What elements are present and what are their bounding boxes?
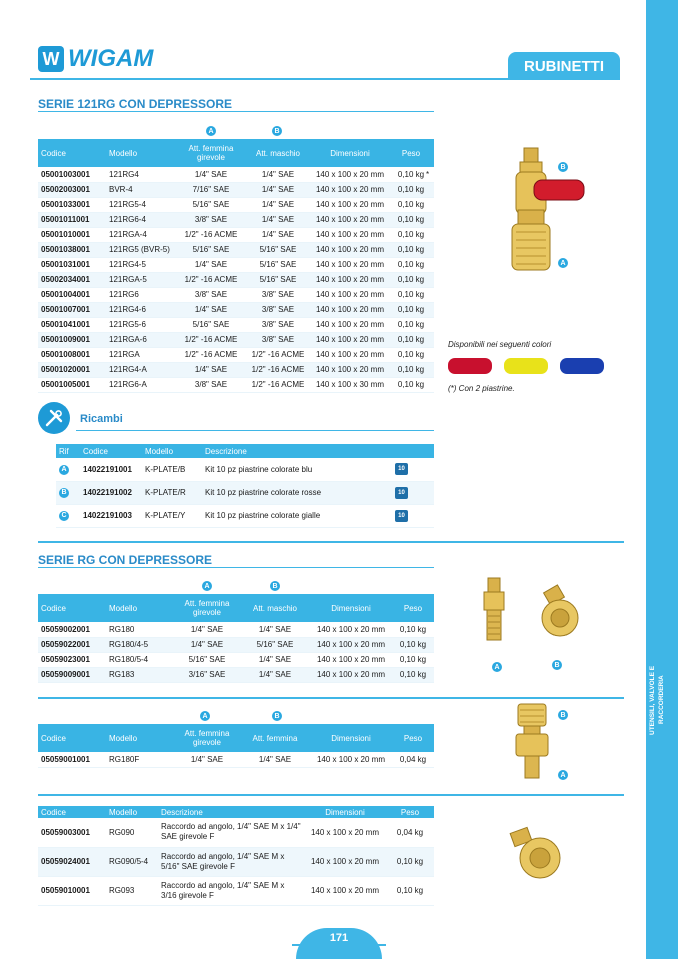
cell-codice: 05001005001 — [38, 377, 106, 392]
cell-att-femmina: 3/8" SAE — [178, 377, 244, 392]
cell-att-maschio: 1/4" SAE — [244, 212, 312, 227]
cell-peso: 0,10 kg — [386, 847, 434, 876]
cell-peso: 0,10 kg — [392, 637, 434, 652]
swatch-blue — [560, 358, 604, 374]
cell-dimensioni: 140 x 100 x 20 mm — [310, 622, 392, 637]
cell-qty — [392, 458, 434, 481]
cell-codice: 05001010001 — [38, 227, 106, 242]
cell-dimensioni: 140 x 100 x 20 mm — [312, 227, 388, 242]
table-row — [38, 197, 434, 212]
cell-codice: 05059002001 — [38, 622, 106, 637]
pack-of-10-icon: 10 — [395, 463, 408, 475]
ricambi-underline — [76, 430, 434, 431]
brand-logo — [38, 44, 153, 74]
cell-descrizione: Raccordo ad angolo, 1/4" SAE M x 5/16" SAE girevole F — [158, 847, 304, 876]
marker-b-icon: B — [270, 581, 280, 591]
table-row — [38, 302, 434, 317]
table-row — [38, 667, 434, 682]
table-row — [38, 332, 434, 347]
image3-marker-a-icon: A — [558, 770, 568, 780]
cell-codice: 05059003001 — [38, 818, 106, 847]
cell-att-femmina: 7/16" SAE — [178, 182, 244, 197]
cell-att-femmina: 1/2" -16 ACME — [178, 347, 244, 362]
cell-modello: K-PLATE/B — [142, 458, 202, 481]
cell-dimensioni: 140 x 100 x 20 mm — [304, 847, 386, 876]
cell-codice: 05001003001 — [38, 167, 106, 182]
col-codice: Codice — [80, 444, 142, 458]
cell-att-maschio: 5/16" SAE — [240, 637, 310, 652]
cell-descrizione: Raccordo ad angolo, 1/4" SAE M x 3/16 girevole F — [158, 876, 304, 905]
marker-a-icon: A — [202, 581, 212, 591]
cell-att-maschio: 1/4" SAE — [240, 752, 310, 767]
table-row — [38, 347, 434, 362]
cell-codice: 05001038001 — [38, 242, 106, 257]
cell-peso: 0,10 kg — [388, 302, 434, 317]
cell-peso: 0,10 kg — [388, 212, 434, 227]
swatch-yellow — [504, 358, 548, 374]
cell-att-femmina: 3/16" SAE — [174, 667, 240, 682]
section1-markers — [38, 126, 434, 138]
section-separator — [38, 794, 624, 796]
col-peso: Peso — [392, 724, 434, 752]
col-descrizione: Descrizione — [158, 806, 304, 818]
section2-underline — [38, 567, 434, 568]
ricambi-title: Ricambi — [80, 413, 123, 425]
cell-att-femmina: 5/16" SAE — [174, 652, 240, 667]
section2-markers — [38, 581, 434, 593]
col-modello: Modello — [106, 724, 174, 752]
cell-peso: 0,10 kg — [388, 182, 434, 197]
col-modello: Modello — [106, 594, 174, 622]
cell-att-maschio: 3/8" SAE — [244, 332, 312, 347]
cell-peso: 0,10 kg — [386, 876, 434, 905]
table-row — [38, 847, 434, 876]
cell-att-femmina: 1/2" -16 ACME — [178, 272, 244, 287]
cell-qty — [392, 504, 434, 527]
cell-codice: 05002034001 — [38, 272, 106, 287]
cell-dimensioni: 140 x 100 x 20 mm — [310, 667, 392, 682]
cell-att-maschio: 3/8" SAE — [244, 302, 312, 317]
col-descrizione: Descrizione — [202, 444, 392, 458]
table-row — [38, 377, 434, 392]
cell-modello: 121RG5 (BVR-5) — [106, 242, 178, 257]
cell-att-femmina: 1/2" -16 ACME — [178, 332, 244, 347]
section1-table — [38, 139, 434, 393]
cell-modello: 121RG5-4 — [106, 197, 178, 212]
header-divider — [30, 78, 508, 80]
cell-att-maschio: 1/4" SAE — [244, 227, 312, 242]
cell-dimensioni: 140 x 100 x 20 mm — [312, 257, 388, 272]
section3-table — [38, 724, 434, 768]
col-codice: Codice — [38, 139, 106, 167]
cell-peso: 0,10 kg — [392, 622, 434, 637]
col-att-femmina: Att. femmina girevole — [174, 724, 240, 752]
cell-peso: 0,10 kg — [388, 377, 434, 392]
cell-modello: RG180F — [106, 752, 174, 767]
cell-att-maschio: 1/4" SAE — [244, 182, 312, 197]
swatch-red — [448, 358, 492, 374]
cell-att-femmina: 1/4" SAE — [178, 362, 244, 377]
image2-marker-a-icon: A — [492, 662, 502, 672]
cell-modello: RG183 — [106, 667, 174, 682]
cell-peso: 0,10 kg — [388, 272, 434, 287]
cell-att-maschio: 1/2" -16 ACME — [244, 377, 312, 392]
cell-codice: 05001031001 — [38, 257, 106, 272]
cell-modello: 121RG5-6 — [106, 317, 178, 332]
category-badge: RUBINETTI — [508, 52, 620, 80]
cell-dimensioni: 140 x 100 x 20 mm — [310, 652, 392, 667]
table-row — [38, 272, 434, 287]
marker-b-icon: B — [272, 711, 282, 721]
cell-modello: 121RG6-A — [106, 377, 178, 392]
cell-modello: RG180/4-5 — [106, 637, 174, 652]
cell-dimensioni: 140 x 100 x 20 mm — [312, 182, 388, 197]
cell-qty — [392, 481, 434, 504]
page-number: 171 — [296, 928, 382, 959]
cell-descrizione: Kit 10 pz piastrine colorate blu — [202, 458, 392, 481]
cell-modello: K-PLATE/Y — [142, 504, 202, 527]
cell-descrizione: Kit 10 pz piastrine colorate gialle — [202, 504, 392, 527]
cell-peso: 0,10 kg — [388, 317, 434, 332]
table-row — [56, 504, 434, 527]
table-row — [38, 637, 434, 652]
cell-att-maschio: 1/4" SAE — [244, 167, 312, 182]
cell-modello: RG093 — [106, 876, 158, 905]
cell-modello: 121RG6 — [106, 287, 178, 302]
coupler-image — [510, 702, 554, 782]
cell-modello: BVR-4 — [106, 182, 178, 197]
image2-marker-b-icon: B — [552, 660, 562, 670]
table-row — [38, 362, 434, 377]
cell-codice: 05059022001 — [38, 637, 106, 652]
plates-note: (*) Con 2 piastrine. — [448, 384, 515, 393]
cell-modello: 121RGA-5 — [106, 272, 178, 287]
cell-codice: 05001020001 — [38, 362, 106, 377]
cell-modello: RG090/5-4 — [106, 847, 158, 876]
cell-rif — [56, 458, 80, 481]
col-att-femmina: Att. femmina girevole — [174, 594, 240, 622]
section1-title: SERIE 121RG CON DEPRESSORE — [38, 97, 233, 111]
cell-codice: 05001007001 — [38, 302, 106, 317]
cell-att-femmina: 1/2" -16 ACME — [178, 227, 244, 242]
cell-att-maschio: 1/4" SAE — [244, 197, 312, 212]
cell-codice: 05059009001 — [38, 667, 106, 682]
cell-dimensioni: 140 x 100 x 20 mm — [304, 876, 386, 905]
cell-descrizione: Kit 10 pz piastrine colorate rosse — [202, 481, 392, 504]
cell-att-maschio: 3/8" SAE — [244, 287, 312, 302]
col-att-maschio: Att. maschio — [244, 139, 312, 167]
cell-att-femmina: 5/16" SAE — [178, 317, 244, 332]
cell-att-maschio: 5/16" SAE — [244, 272, 312, 287]
cell-att-maschio: 1/2" -16 ACME — [244, 362, 312, 377]
cell-dimensioni: 140 x 100 x 20 mm — [312, 197, 388, 212]
marker-a-icon: A — [206, 126, 216, 136]
cell-rif — [56, 481, 80, 504]
image3-marker-b-icon: B — [558, 710, 568, 720]
col-qty — [392, 444, 434, 458]
cell-codice: 05059023001 — [38, 652, 106, 667]
table-row — [38, 876, 434, 905]
table-row — [38, 622, 434, 637]
col-modello: Modello — [106, 139, 178, 167]
cell-att-maschio: 5/16" SAE — [244, 257, 312, 272]
marker-a-icon: A — [200, 711, 210, 721]
cell-att-maschio: 1/4" SAE — [240, 667, 310, 682]
cell-att-maschio: 3/8" SAE — [244, 317, 312, 332]
cell-att-femmina: 5/16" SAE — [178, 242, 244, 257]
side-strip-label: UTENSILI, VALVOLE E RACCORDERIA — [649, 665, 665, 735]
fittings-image — [478, 574, 598, 659]
cell-modello: RG180 — [106, 622, 174, 637]
table-row — [56, 481, 434, 504]
cell-codice: 05001008001 — [38, 347, 106, 362]
cell-codice: 05059024001 — [38, 847, 106, 876]
cell-modello: 121RG4 — [106, 167, 178, 182]
cell-dimensioni: 140 x 100 x 20 mm — [312, 242, 388, 257]
marker-b-icon: B — [272, 126, 282, 136]
rif-marker-icon: B — [59, 488, 69, 498]
cell-att-femmina: 1/4" SAE — [174, 637, 240, 652]
cell-peso: 0,04 kg — [386, 818, 434, 847]
cell-peso: 0,10 kg — [388, 332, 434, 347]
ricambi-table — [56, 444, 434, 528]
cell-att-femmina: 1/4" SAE — [174, 752, 240, 767]
cell-peso: 0,04 kg — [392, 752, 434, 767]
cell-modello: 121RG6-4 — [106, 212, 178, 227]
section-separator — [38, 697, 624, 699]
col-modello: Modello — [142, 444, 202, 458]
rif-marker-icon: C — [59, 511, 69, 521]
star-note: * — [426, 170, 430, 179]
table-row — [38, 167, 434, 182]
cell-peso: 0,10 kg — [392, 652, 434, 667]
cell-modello: 121RG4-6 — [106, 302, 178, 317]
col-dimensioni: Dimensioni — [310, 724, 392, 752]
cell-modello: K-PLATE/R — [142, 481, 202, 504]
cell-dimensioni: 140 x 100 x 20 mm — [310, 637, 392, 652]
cell-codice: 05001041001 — [38, 317, 106, 332]
table-row — [38, 257, 434, 272]
section2-title: SERIE RG CON DEPRESSORE — [38, 553, 213, 567]
table-row — [38, 818, 434, 847]
image1-marker-a-icon: A — [558, 258, 568, 268]
col-att-maschio: Att. maschio — [240, 594, 310, 622]
cell-peso: 0,10 kg — [388, 167, 434, 182]
cell-att-femmina: 1/4" SAE — [174, 622, 240, 637]
logo-mark-icon: W — [38, 46, 64, 72]
section4-table — [38, 806, 434, 906]
col-att-femmina: Att. femmina girevole — [178, 139, 244, 167]
colors-title: Disponibili nei seguenti colori — [448, 340, 552, 349]
tools-icon — [38, 402, 70, 434]
col-codice: Codice — [38, 806, 106, 818]
col-modello: Modello — [106, 806, 158, 818]
logo-text: WIGAM — [68, 45, 154, 72]
col-peso: Peso — [388, 139, 434, 167]
cell-rif — [56, 504, 80, 527]
cell-att-femmina: 3/8" SAE — [178, 287, 244, 302]
cell-att-femmina: 1/4" SAE — [178, 167, 244, 182]
cell-codice: 14022191001 — [80, 458, 142, 481]
cell-att-femmina: 1/4" SAE — [178, 257, 244, 272]
cell-peso: 0,10 kg — [392, 667, 434, 682]
col-dimensioni: Dimensioni — [304, 806, 386, 818]
cell-dimensioni: 140 x 100 x 20 mm — [312, 332, 388, 347]
cell-dimensioni: 140 x 100 x 20 mm — [312, 302, 388, 317]
cell-codice: 14022191003 — [80, 504, 142, 527]
cell-dimensioni: 140 x 100 x 20 mm — [312, 287, 388, 302]
cell-peso: 0,10 kg — [388, 362, 434, 377]
cell-dimensioni: 140 x 100 x 20 mm — [310, 752, 392, 767]
pack-of-10-icon: 10 — [395, 487, 408, 499]
cell-att-femmina: 3/8" SAE — [178, 212, 244, 227]
table-row — [38, 212, 434, 227]
cell-att-femmina: 1/4" SAE — [178, 302, 244, 317]
cell-codice: 14022191002 — [80, 481, 142, 504]
col-codice: Codice — [38, 594, 106, 622]
cell-att-maschio: 5/16" SAE — [244, 242, 312, 257]
cell-modello: 121RGA-4 — [106, 227, 178, 242]
section2-table — [38, 594, 434, 683]
table-row — [38, 317, 434, 332]
table-row — [38, 242, 434, 257]
cell-peso: 0,10 kg — [388, 197, 434, 212]
table-row — [38, 652, 434, 667]
table-row — [38, 752, 434, 767]
section1-underline — [38, 111, 434, 112]
cell-modello: 121RG4-A — [106, 362, 178, 377]
cell-modello: 121RGA — [106, 347, 178, 362]
cell-modello: RG090 — [106, 818, 158, 847]
table-row — [56, 458, 434, 481]
cell-codice: 05059001001 — [38, 752, 106, 767]
cell-codice: 05001033001 — [38, 197, 106, 212]
cell-dimensioni: 140 x 100 x 20 mm — [312, 272, 388, 287]
col-rif: Rif — [56, 444, 80, 458]
pack-of-10-icon: 10 — [395, 510, 408, 522]
cell-peso: 0,10 kg — [388, 287, 434, 302]
cell-modello: 121RG4-5 — [106, 257, 178, 272]
cell-dimensioni: 140 x 100 x 20 mm — [304, 818, 386, 847]
cell-codice: 05001004001 — [38, 287, 106, 302]
col-peso: Peso — [386, 806, 434, 818]
image1-marker-b-icon: B — [558, 162, 568, 172]
cell-peso: 0,10 kg — [388, 347, 434, 362]
col-peso: Peso — [392, 594, 434, 622]
table-row — [38, 182, 434, 197]
cell-dimensioni: 140 x 100 x 20 mm — [312, 212, 388, 227]
cell-dimensioni: 140 x 100 x 20 mm — [312, 317, 388, 332]
side-strip — [646, 0, 678, 959]
col-att-femmina-2: Att. femmina — [240, 724, 310, 752]
angle-fitting-image — [506, 822, 566, 882]
cell-descrizione: Raccordo ad angolo, 1/4" SAE M x 1/4" SAE girevole F — [158, 818, 304, 847]
cell-dimensioni: 140 x 100 x 20 mm — [312, 167, 388, 182]
cell-att-maschio: 1/4" SAE — [240, 622, 310, 637]
cell-att-femmina: 5/16" SAE — [178, 197, 244, 212]
col-dimensioni: Dimensioni — [310, 594, 392, 622]
cell-peso: 0,10 kg — [388, 227, 434, 242]
cell-codice: 05001011001 — [38, 212, 106, 227]
cell-modello: RG180/5-4 — [106, 652, 174, 667]
cell-dimensioni: 140 x 100 x 20 mm — [312, 362, 388, 377]
cell-modello: 121RGA-6 — [106, 332, 178, 347]
table-row — [38, 287, 434, 302]
section-separator — [38, 541, 624, 543]
col-dimensioni: Dimensioni — [312, 139, 388, 167]
table-row — [38, 227, 434, 242]
ball-valve-image — [486, 140, 586, 290]
cell-codice: 05001009001 — [38, 332, 106, 347]
cell-att-maschio: 1/4" SAE — [240, 652, 310, 667]
cell-peso: 0,10 kg — [388, 257, 434, 272]
rif-marker-icon: A — [59, 465, 69, 475]
col-codice: Codice — [38, 724, 106, 752]
cell-dimensioni: 140 x 100 x 20 mm — [312, 347, 388, 362]
cell-codice: 05059010001 — [38, 876, 106, 905]
section3-markers — [38, 711, 434, 723]
cell-att-maschio: 1/2" -16 ACME — [244, 347, 312, 362]
cell-peso: 0,10 kg — [388, 242, 434, 257]
cell-dimensioni: 140 x 100 x 30 mm — [312, 377, 388, 392]
cell-codice: 05002003001 — [38, 182, 106, 197]
